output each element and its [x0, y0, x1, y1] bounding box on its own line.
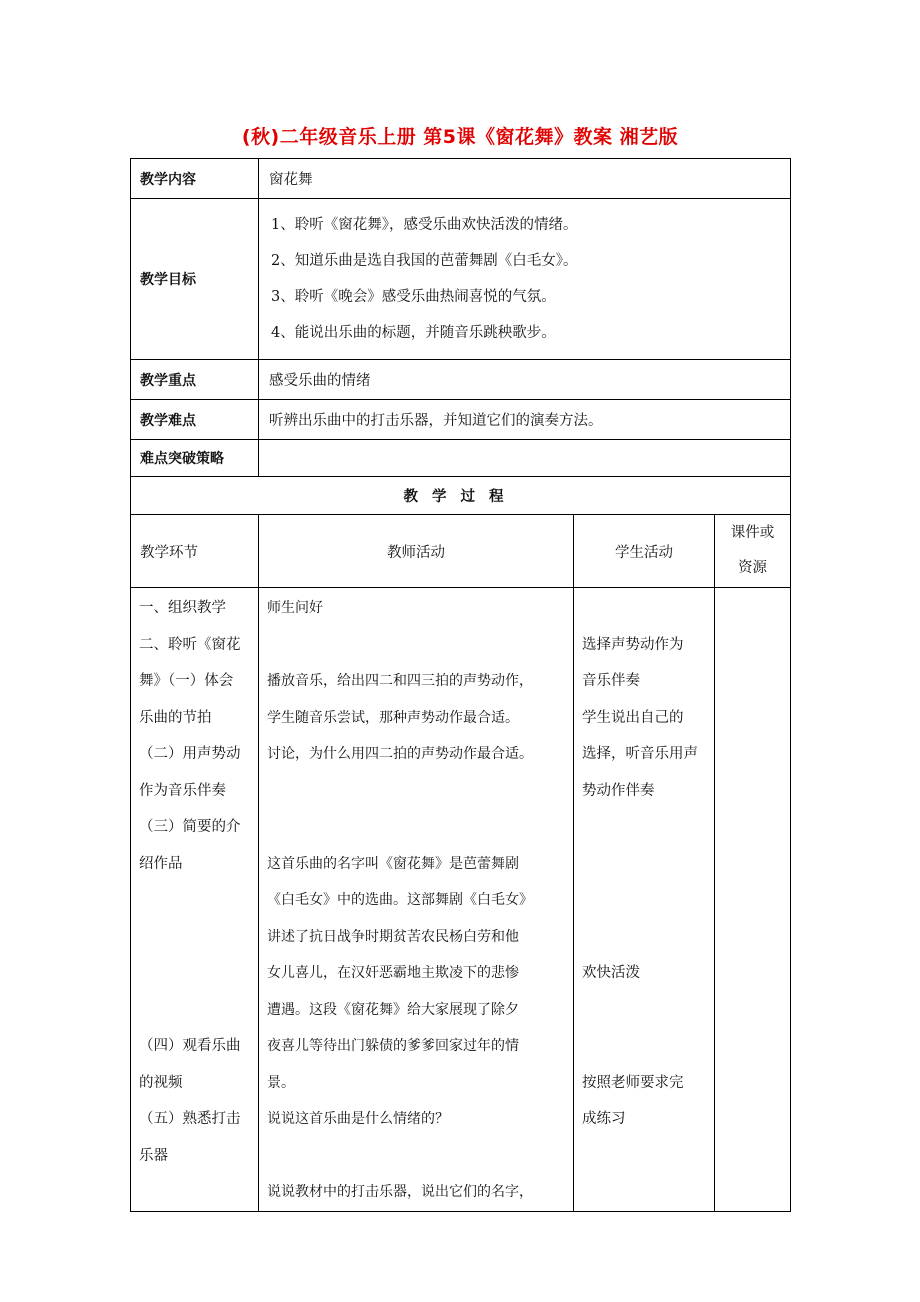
header-stage: 教学环节 [131, 515, 259, 588]
content-value: 窗花舞 [259, 159, 791, 199]
stage-line: 绍作品 [139, 855, 183, 872]
teacher-line: 讨论，为什么用四二拍的声势动作最合适。 [267, 746, 533, 762]
student-cell [574, 588, 715, 1212]
stage-line: （二）用声势动 [139, 746, 241, 762]
teacher-line: 景。 [267, 1074, 295, 1091]
stage-line: 二、聆听《窗花 [139, 636, 241, 653]
header-resource-line: 课件或 [730, 525, 775, 541]
student-line: 成练习 [582, 1111, 626, 1127]
goals-list [259, 199, 791, 360]
teacher-cell [259, 588, 574, 1212]
strategy-value [259, 440, 791, 477]
student-spacer [582, 992, 706, 1029]
difficulty-label: 教学难点 [131, 400, 259, 440]
student-line: 势动作伴奏 [582, 782, 655, 799]
strategy-label: 难点突破策略 [131, 440, 259, 477]
student-line: 按照老师要求完 [582, 1074, 684, 1091]
lesson-plan-table [130, 158, 791, 1212]
stage-spacer [139, 882, 250, 919]
header-resource [715, 515, 791, 588]
stage-line: （五）熟悉打击 [139, 1111, 241, 1127]
teacher-line: 讲述了抗日战争时期贫苦农民杨白劳和他 [267, 928, 519, 945]
goal-item: 2、知道乐曲是选自我国的芭蕾舞剧《白毛女》。 [271, 253, 578, 269]
row-strategy [131, 440, 791, 477]
teacher-line: 师生问好 [267, 600, 323, 616]
stage-spacer [139, 992, 250, 1029]
stages-cell [131, 588, 259, 1212]
student-line: 学生说出自己的 [582, 709, 684, 726]
header-teacher: 教师活动 [259, 515, 574, 588]
resource-cell [715, 588, 791, 1212]
teacher-line: 遭遇。这段《窗花舞》给大家展现了除夕 [267, 1001, 519, 1018]
stage-line: （四）观看乐曲 [139, 1038, 241, 1054]
teacher-line: 播放音乐，给出四二和四三拍的声势动作， [267, 673, 533, 689]
student-line: 选择声势动作为 [582, 636, 684, 653]
difficulty-value: 听辨出乐曲中的打击乐器，并知道它们的演奏方法。 [259, 400, 791, 440]
row-process-headers [131, 515, 791, 588]
stage-line: 一、组织教学 [139, 600, 226, 616]
stage-line: 乐器 [139, 1147, 168, 1164]
teacher-spacer [267, 773, 565, 810]
student-line: 欢快活泼 [582, 965, 640, 981]
goal-item: 3、聆听《晚会》感受乐曲热闹喜悦的气氛。 [271, 289, 556, 305]
header-resource-line: 资源 [738, 560, 767, 576]
teacher-line: 这首乐曲的名字叫《窗花舞》是芭蕾舞剧 [267, 855, 519, 872]
student-spacer [582, 590, 706, 627]
row-goals [131, 199, 791, 360]
key-value: 感受乐曲的情绪 [259, 360, 791, 400]
student-line: 选择，听音乐用声 [582, 746, 698, 762]
content-label: 教学内容 [131, 159, 259, 199]
document-title: (秋)二年级音乐上册 第5课《窗花舞》教案 湘艺版 [241, 126, 679, 148]
goal-item: 1、聆听《窗花舞》，感受乐曲欢快活泼的情绪。 [271, 217, 578, 233]
stage-spacer [139, 955, 250, 992]
stage-line: 舞》（一）体会 [139, 673, 234, 689]
teacher-spacer [267, 627, 565, 664]
teacher-line: 女儿喜儿，在汉奸恶霸地主欺凌下的悲惨 [267, 965, 519, 981]
teacher-line: 说说教材中的打击乐器，说出它们的名字， [267, 1184, 533, 1200]
row-content [131, 159, 791, 199]
row-key [131, 360, 791, 400]
teacher-line: 《白毛女》中的选曲。这部舞剧《白毛女》 [267, 892, 533, 908]
student-spacer [582, 809, 706, 846]
teacher-line: 说说这首乐曲是什么情绪的？ [267, 1111, 449, 1127]
goals-label: 教学目标 [131, 199, 259, 360]
stage-line: （三）简要的介 [139, 819, 241, 835]
teacher-line: 夜喜儿等待出门躲债的爹爹回家过年的情 [267, 1038, 519, 1054]
student-spacer [582, 846, 706, 883]
stage-spacer [139, 919, 250, 956]
header-student: 学生活动 [574, 515, 715, 588]
student-line: 音乐伴奏 [582, 673, 640, 689]
teacher-spacer [267, 1138, 565, 1175]
stage-line: 作为音乐伴奏 [139, 782, 226, 799]
stage-line: 乐曲的节拍 [139, 709, 212, 726]
teacher-line: 学生随音乐尝试，那种声势动作最合适。 [267, 709, 519, 726]
student-spacer [582, 1028, 706, 1065]
row-difficulty [131, 400, 791, 440]
row-process-title [131, 477, 791, 515]
student-spacer [582, 919, 706, 956]
teacher-spacer [267, 809, 565, 846]
goal-item: 4、能说出乐曲的标题，并随音乐跳秧歌步。 [271, 325, 556, 341]
student-spacer [582, 882, 706, 919]
row-process-body [131, 588, 791, 1212]
key-label: 教学重点 [131, 360, 259, 400]
stage-line: 的视频 [139, 1074, 183, 1091]
process-title: 教学过程 [131, 477, 791, 515]
